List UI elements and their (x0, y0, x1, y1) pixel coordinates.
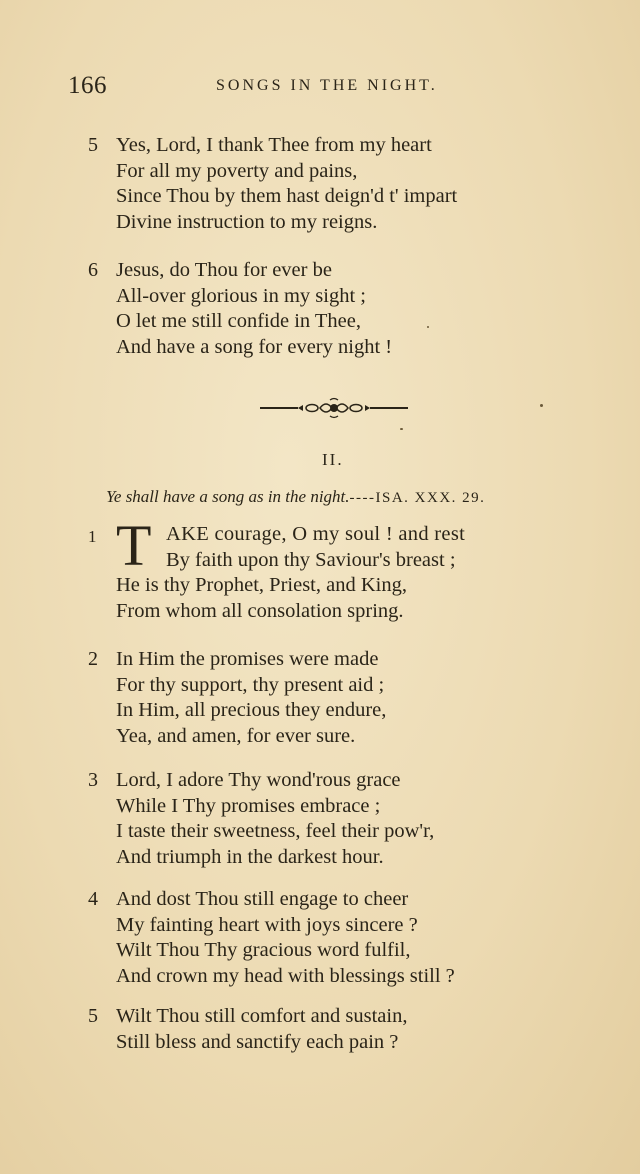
verse-line: Wilt Thou Thy gracious word fulfil, (116, 939, 411, 961)
prev-verse-5 (88, 133, 457, 235)
verse-line: By faith upon thy Saviour's breast ; (166, 548, 456, 571)
verse-line: For all my poverty and pains, (116, 159, 358, 182)
ink-speck (427, 326, 429, 328)
verse-line: And have a song for every night ! (116, 335, 393, 358)
verse-number: 3 (88, 769, 98, 791)
hymn-verse-2 (88, 647, 386, 749)
verse-line: And dost Thou still engage to cheer (116, 888, 409, 910)
verse-line: For thy support, thy present aid ; (116, 673, 385, 696)
verse-line: O let me still confide in Thee, (116, 310, 361, 332)
verse-number: 1 (88, 527, 97, 546)
ink-speck (400, 428, 403, 430)
verse-line: From whom all consolation spring. (116, 599, 404, 622)
verse-number: 2 (88, 648, 98, 670)
epigraph-text: Ye shall have a song as in the night. (106, 487, 350, 506)
epigraph-reference: ----ISA. XXX. 29. (349, 490, 486, 506)
verse-line: And triumph in the darkest hour. (116, 845, 384, 868)
hymn-verse-5 (88, 1004, 407, 1055)
verse-line: My fainting heart with joys sincere ? (116, 913, 418, 936)
prev-verse-6 (88, 258, 392, 360)
verse-line: In Him, all precious they endure, (116, 699, 387, 721)
epigraph (106, 487, 485, 507)
verse-line: I taste their sweetness, feel their pow'r, (116, 820, 435, 842)
verse-line: Still bless and sanctify each pain ? (116, 1030, 399, 1053)
ornament-divider-icon (258, 396, 410, 420)
verse-line: Yea, and amen, for ever sure. (116, 724, 356, 747)
verse-line: And crown my head with blessings still ? (116, 964, 455, 987)
running-head: SONGS IN THE NIGHT. (216, 77, 438, 94)
verse-line: Lord, I adore Thy wond'rous grace (116, 769, 401, 791)
verse-line: Wilt Thou still comfort and sustain, (116, 1005, 408, 1027)
verse-line: Jesus, do Thou for ever be (116, 259, 332, 281)
verse-line: All-over glorious in my sight ; (116, 284, 366, 307)
verse-line: Yes, Lord, I thank Thee from my heart (116, 134, 432, 156)
verse-line: While I Thy promises embrace ; (116, 794, 381, 817)
verse-number: 5 (88, 134, 98, 156)
hymn-verse-1 (88, 513, 466, 624)
verse-line: AKE courage, O my soul ! and rest (166, 523, 466, 545)
hymn-verse-3 (88, 768, 434, 870)
verse-number: 4 (88, 888, 98, 910)
verse-number: 6 (88, 259, 98, 281)
verse-line: Divine instruction to my reigns. (116, 210, 378, 233)
verse-line: Since Thou by them hast deign'd t' impart (116, 185, 458, 207)
hymn-number: II. (322, 450, 344, 469)
page-number: 166 (68, 72, 107, 99)
verse-line: In Him the promises were made (116, 648, 379, 670)
hymn-verse-4 (88, 887, 455, 989)
drop-cap: T (116, 513, 152, 578)
page-header (68, 72, 508, 102)
ink-speck (540, 404, 543, 407)
verse-line: He is thy Prophet, Priest, and King, (116, 574, 407, 596)
verse-number: 5 (88, 1005, 98, 1027)
